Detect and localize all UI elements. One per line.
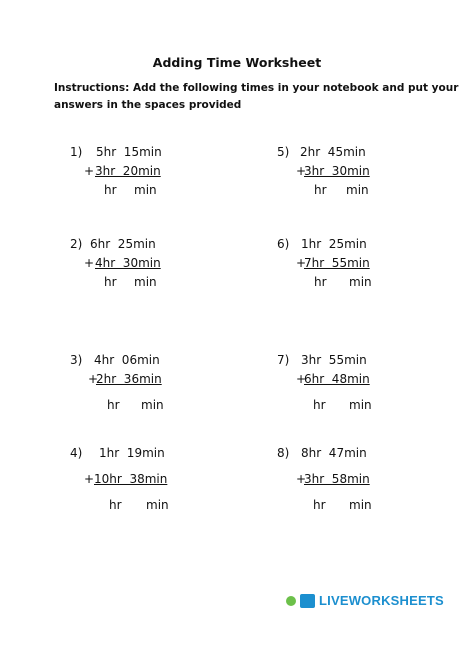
problem-1-plus: + — [84, 164, 95, 178]
worksheet-title: Adding Time Worksheet — [152, 55, 322, 70]
problem-2-number: 2) — [70, 237, 83, 251]
problem-4-answer-min: min — [146, 498, 169, 512]
problem-6-top: 1hr 25min — [301, 237, 367, 251]
problem-5-top: 2hr 45min — [300, 145, 366, 159]
problem-7-top: 3hr 55min — [301, 353, 367, 367]
instructions-line-2: answers in the spaces provided — [54, 99, 242, 111]
problem-4-plus: + — [84, 472, 95, 486]
problem-8-number: 8) — [277, 446, 290, 460]
problem-8-plus: + — [296, 472, 307, 486]
problem-2-answer-min: min — [134, 275, 157, 289]
problem-3-top: 4hr 06min — [94, 353, 160, 367]
problem-4-bottom: 10hr 38min — [94, 472, 168, 486]
brand-name: LIVEWORKSHEETS — [319, 593, 444, 608]
problem-5-answer-hr: hr — [314, 183, 327, 197]
problem-7-plus: + — [296, 372, 307, 386]
problem-5-bottom: 3hr 30min — [304, 164, 370, 178]
problem-7-answer-hr: hr — [313, 398, 326, 412]
problem-8-answer-min: min — [349, 498, 372, 512]
problem-3-plus: + — [88, 372, 99, 386]
instructions-line-1: Instructions: Add the following times in your notebook and put your — [54, 82, 459, 94]
footer-brand[interactable] — [0, 590, 474, 611]
problem-5-answer-min: min — [346, 183, 369, 197]
problem-2-top: 6hr 25min — [90, 237, 156, 251]
problem-1-bottom: 3hr 20min — [95, 164, 161, 178]
liveworksheets-logo-icon — [286, 596, 296, 606]
problem-6-plus: + — [296, 256, 307, 270]
problem-7-answer-min: min — [349, 398, 372, 412]
problem-2-plus: + — [84, 256, 95, 270]
problem-6-bottom: 7hr 55min — [304, 256, 370, 270]
problem-8-answer-hr: hr — [313, 498, 326, 512]
problem-4-answer-hr: hr — [109, 498, 122, 512]
problem-5-number: 5) — [277, 145, 290, 159]
problem-4-top: 1hr 19min — [99, 446, 165, 460]
problem-7-bottom: 6hr 48min — [304, 372, 370, 386]
problem-1-answer-hr: hr — [104, 183, 117, 197]
problem-5-plus: + — [296, 164, 307, 178]
problem-2-answer-hr: hr — [104, 275, 117, 289]
problem-3-bottom: 2hr 36min — [96, 372, 162, 386]
problem-1-top: 5hr 15min — [96, 145, 162, 159]
problem-6-answer-min: min — [349, 275, 372, 289]
problem-3-number: 3) — [70, 353, 83, 367]
problem-8-bottom: 3hr 58min — [304, 472, 370, 486]
problem-6-number: 6) — [277, 237, 290, 251]
problem-1-answer-min: min — [134, 183, 157, 197]
problem-1-number: 1) — [70, 145, 83, 159]
problem-7-number: 7) — [277, 353, 290, 367]
problem-3-answer-hr: hr — [107, 398, 120, 412]
problem-3-answer-min: min — [141, 398, 164, 412]
liveworksheets-logo-box-icon — [300, 594, 315, 608]
problem-2-bottom: 4hr 30min — [95, 256, 161, 270]
problem-4-number: 4) — [70, 446, 83, 460]
problem-6-answer-hr: hr — [314, 275, 327, 289]
problem-8-top: 8hr 47min — [301, 446, 367, 460]
